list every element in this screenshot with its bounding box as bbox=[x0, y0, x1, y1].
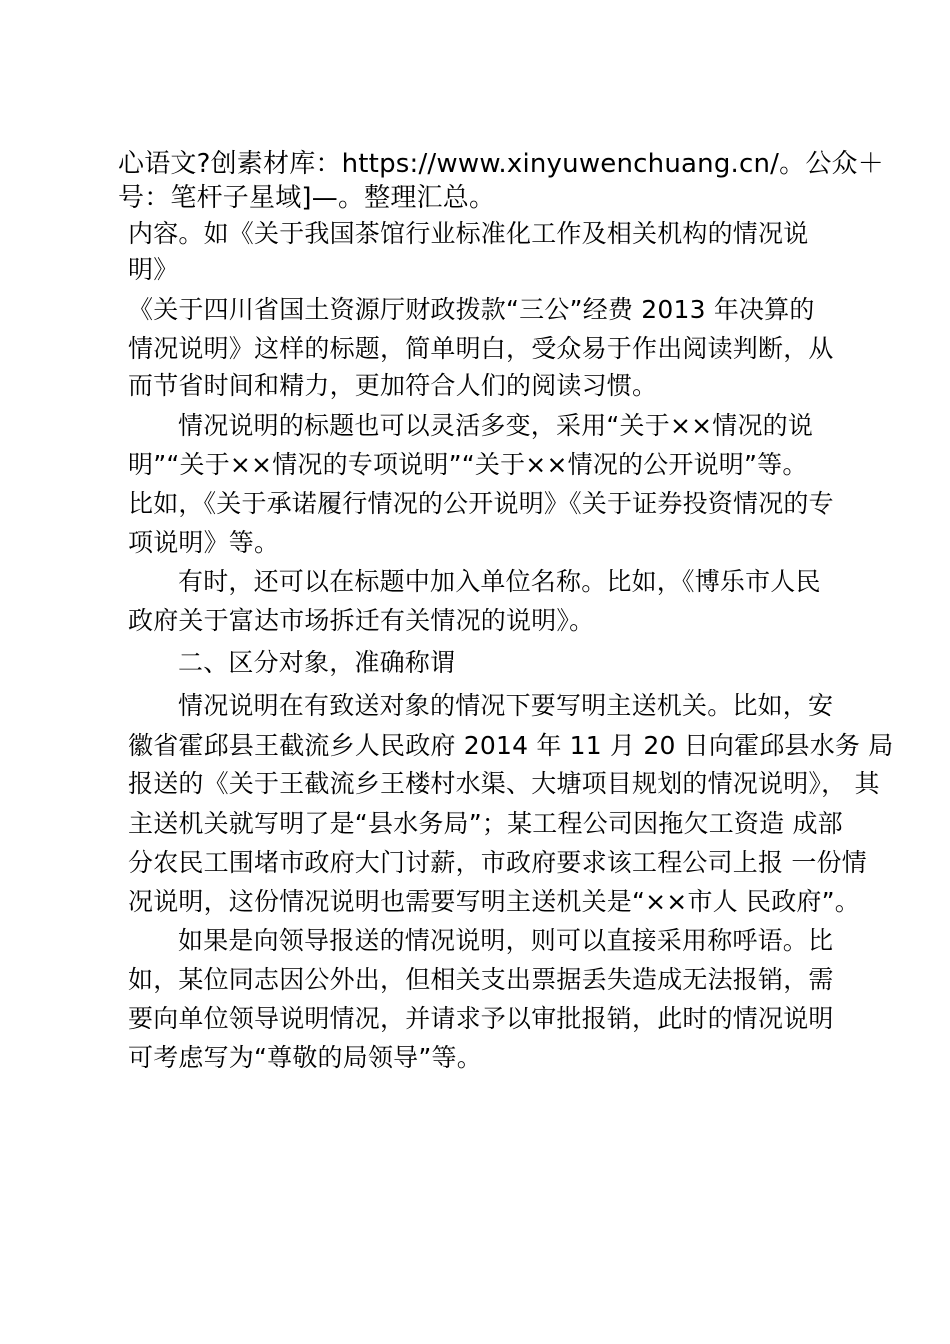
text-line: 号：笔杆子星域]—。整理汇总。 bbox=[118, 183, 496, 213]
text-line: 内容。如《关于我国茶馆行业标准化工作及相关机构的情况说 bbox=[128, 219, 809, 248]
paragraph-first-line: 情况说明在有致送对象的情况下要写明主送机关。比如，安 bbox=[178, 691, 834, 720]
text-line: 可考虑写为“尊敬的局领导”等。 bbox=[128, 1043, 482, 1072]
text-line: 报送的《关于王截流乡王楼村水渠、大塘项目规划的情况说明》， 其 bbox=[128, 769, 880, 798]
text-line: 而节省时间和精力，更加符合人们的阅读习惯。 bbox=[128, 371, 658, 400]
text-line: 徽省霍邱县王截流乡人民政府 2014 年 11 月 20 日向霍邱县水务 局 bbox=[128, 731, 894, 760]
paragraph-first-line: 有时，还可以在标题中加入单位名称。比如，《博乐市人民 bbox=[178, 567, 821, 596]
text-line: 况说明，这份情况说明也需要写明主送机关是“××市人 民政府”。 bbox=[128, 887, 860, 916]
text-line: 如，某位同志因公外出，但相关支出票据丢失造成无法报销，需 bbox=[128, 965, 834, 994]
section-heading: 二、区分对象，准确称谓 bbox=[178, 648, 456, 677]
text-line: 明”“关于××情况的专项说明”“关于××情况的公开说明”等。 bbox=[128, 450, 808, 479]
text-line: 分农民工围堵市政府大门讨薪，市政府要求该工程公司上报 一份情 bbox=[128, 848, 867, 877]
text-line: 主送机关就写明了是“县水务局”；某工程公司因拖欠工资造 成部 bbox=[128, 809, 843, 838]
text-line: 明》 bbox=[128, 255, 179, 284]
text-line: 比如，《关于承诺履行情况的公开说明》《关于证券投资情况的专 bbox=[128, 489, 834, 518]
text-line: 《关于四川省国土资源厅财政拨款“三公”经费 2013 年决算的 bbox=[128, 295, 815, 324]
paragraph-first-line: 情况说明的标题也可以灵活多变，采用“关于××情况的说 bbox=[178, 411, 814, 440]
text-line: 项说明》等。 bbox=[128, 528, 280, 557]
text-line: 心语文?创素材库：https://www.xinyuwenchuang.cn/。公众＋ bbox=[118, 149, 884, 179]
text-line: 要向单位领导说明情况，并请求予以审批报销，此时的情况说明 bbox=[128, 1004, 834, 1033]
paragraph-first-line: 如果是向领导报送的情况说明，则可以直接采用称呼语。比 bbox=[178, 926, 834, 955]
text-line: 情况说明》这样的标题，简单明白，受众易于作出阅读判断，从 bbox=[128, 334, 834, 363]
text-line: 政府关于富达市场拆迁有关情况的说明》。 bbox=[128, 606, 595, 635]
